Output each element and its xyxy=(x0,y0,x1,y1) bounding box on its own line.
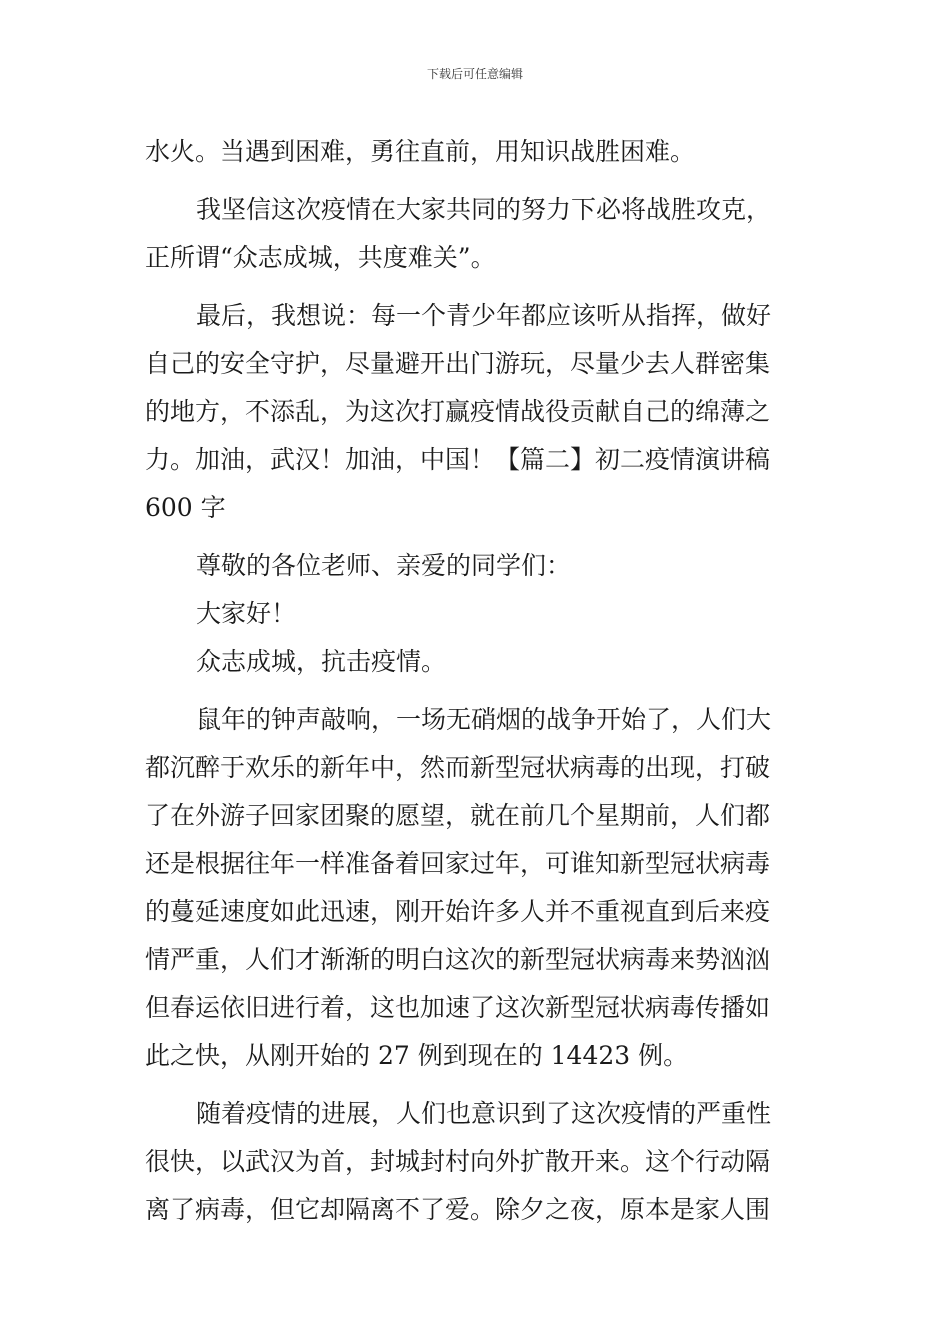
text-line: 了在外游子回家团聚的愿望，就在前几个星期前，人们都 xyxy=(145,801,771,830)
text-line: 但春运依旧进行着，这也加速了这次新型冠状病毒传播如 xyxy=(145,993,771,1022)
page-header: 下载后可任意编辑 xyxy=(426,67,523,81)
text-line: 还是根据往年一样准备着回家过年，可谁知新型冠状病毒 xyxy=(145,849,771,878)
text-line: 鼠年的钟声敲响，一场无硝烟的战争开始了，人们大 xyxy=(196,705,772,734)
text-line: 都沉醉于欢乐的新年中，然而新型冠状病毒的出现，打破 xyxy=(145,753,771,782)
text-line: 的蔓延速度如此迅速，刚开始许多人并不重视直到后来疫 xyxy=(145,897,771,926)
text-line: 自己的安全守护，尽量避开出门游玩，尽量少去人群密集 xyxy=(145,349,771,378)
text-line: 随着疫情的进展，人们也意识到了这次疫情的严重性 xyxy=(196,1099,772,1128)
text-line: 的地方，不添乱，为这次打赢疫情战役贡献自己的绵薄之 xyxy=(145,397,771,426)
text-line: 很快，以武汉为首，封城封村向外扩散开来。这个行动隔 xyxy=(145,1147,771,1176)
text-line: 情严重，人们才渐渐的明白这次的新型冠状病毒来势汹汹 xyxy=(145,945,771,974)
text-line: 离了病毒，但它却隔离不了爱。除夕之夜，原本是家人围 xyxy=(145,1195,771,1224)
text-line: 力。加油，武汉！加油，中国！【篇二】初二疫情演讲稿 xyxy=(145,445,771,474)
text-line: 我坚信这次疫情在大家共同的努力下必将战胜攻克， xyxy=(196,195,772,224)
text-line: 最后，我想说：每一个青少年都应该听从指挥，做好 xyxy=(196,301,772,330)
text-line: 600 字 xyxy=(145,493,226,522)
document-body xyxy=(145,128,811,1234)
text-line: 众志成城，抗击疫情。 xyxy=(196,647,447,676)
text-line: 大家好！ xyxy=(196,599,297,628)
text-line: 尊敬的各位老师、亲爱的同学们： xyxy=(196,551,572,580)
text-line: 正所谓“众志成城，共度难关”。 xyxy=(145,243,496,272)
text-line: 水火。当遇到困难，勇往直前，用知识战胜困难。 xyxy=(145,137,696,166)
text-line: 此之快，从刚开始的 27 例到现在的 14423 例。 xyxy=(145,1041,689,1070)
